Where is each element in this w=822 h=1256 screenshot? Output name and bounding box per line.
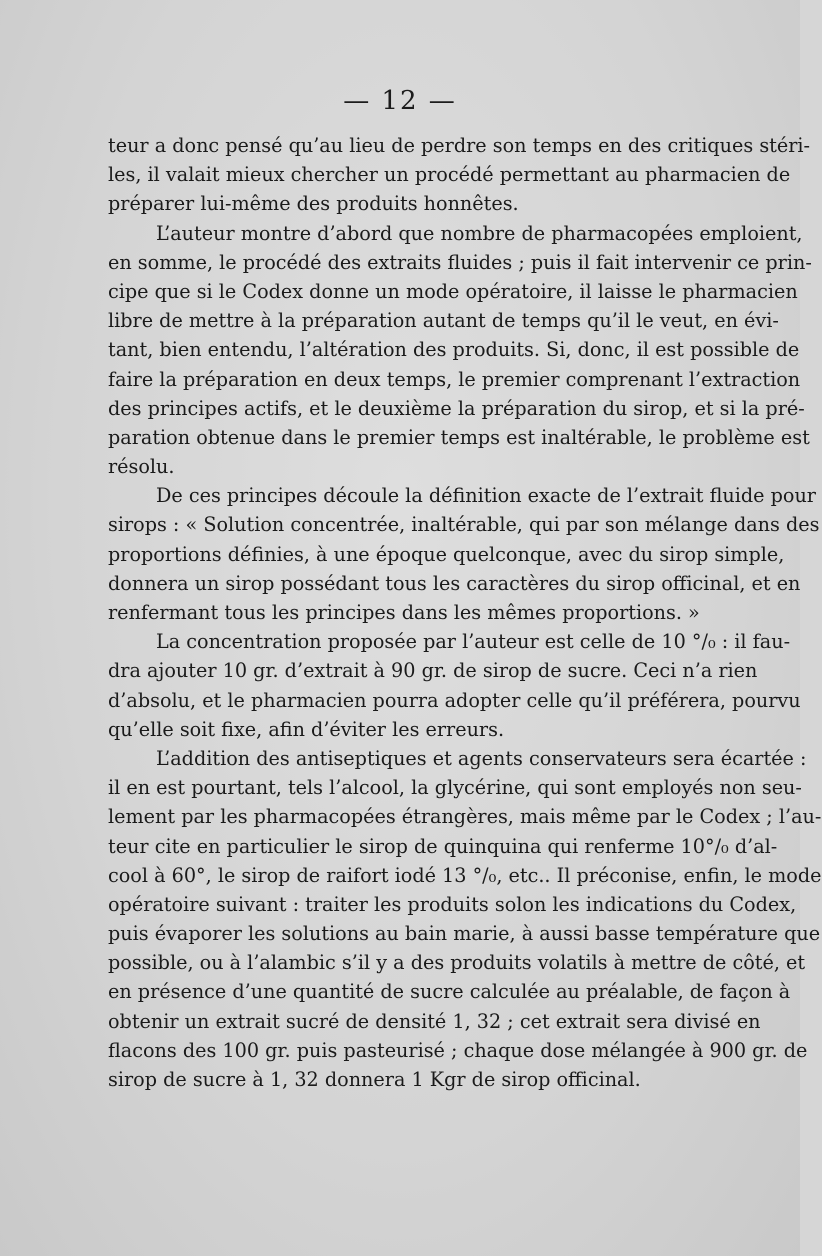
text-line: sirop de sucre à 1, 32 donnera 1 Kgr de sirop officinal.	[108, 1068, 641, 1091]
text-line: La concentration proposée par l’auteur est celle de 10 °/₀ : il fau-	[156, 630, 791, 654]
text-line: opératoire suivant : traiter les produits solon les indications du Codex,	[108, 892, 797, 916]
text-line: possible, ou à l’alambic s’il y a des produits volatils à mettre de côté, et	[108, 951, 806, 975]
text-line: résolu.	[108, 455, 175, 479]
text-line: renfermant tous les principes dans les mêmes proportions. »	[108, 601, 700, 624]
text-line: L’addition des antiseptiques et agents conservateurs sera écartée :	[156, 746, 807, 770]
paragraph-4	[108, 627, 801, 744]
text-line: dra ajouter 10 gr. d’extrait à 90 gr. de sirop de sucre. Ceci n’a rien	[108, 659, 758, 683]
text-line: les, il valait mieux chercher un procédé permettant au pharmacien de	[108, 163, 791, 187]
body-text	[108, 131, 822, 1094]
text-line: teur cite en particulier le sirop de quinquina qui renferme 10°/₀ d’al-	[108, 834, 778, 858]
text-line: préparer lui-même des produits honnêtes.	[108, 192, 519, 216]
text-line: cipe que si le Codex donne un mode opératoire, il laisse le pharmacien	[108, 279, 798, 303]
page-number: — 12 —	[343, 86, 457, 116]
text-line: donnera un sirop possédant tous les caractères du sirop officinal, et en	[108, 571, 801, 595]
text-line: lement par les pharmacopées étrangères, mais même par le Codex ; l’au-	[108, 805, 822, 829]
text-line: teur a donc pensé qu’au lieu de perdre son temps en des critiques stéri-	[108, 134, 811, 157]
text-line: en somme, le procédé des extraits fluides ; puis il fait intervenir ce prin-	[108, 250, 812, 274]
text-line: flacons des 100 gr. puis pasteurisé ; chaque dose mélangée à 900 gr. de	[108, 1038, 808, 1062]
text-line: De ces principes découle la définition exacte de l’extrait fluide pour	[156, 484, 816, 508]
paragraph-3	[108, 481, 820, 627]
text-line: d’absolu, et le pharmacien pourra adopter celle qu’il préférera, pourvu	[108, 688, 801, 712]
text-line: obtenir un extrait sucré de densité 1, 32 ; cet extrait sera divisé en	[108, 1009, 761, 1033]
text-line: libre de mettre à la préparation autant de temps qu’il le veut, en évi-	[108, 309, 779, 333]
text-line: paration obtenue dans le premier temps est inaltérable, le problème est	[108, 425, 810, 449]
text-line: puis évaporer les solutions au bain marie, à aussi basse température que	[108, 922, 821, 946]
text-line: tant, bien entendu, l’altération des produits. Si, donc, il est possible de	[108, 338, 800, 362]
paragraph-2	[108, 219, 812, 482]
text-line: L’auteur montre d’abord que nombre de pharmacopées emploient,	[156, 221, 803, 245]
paragraph-1	[108, 131, 811, 219]
text-line: faire la préparation en deux temps, le premier comprenant l’extraction	[108, 367, 801, 391]
text-line: il en est pourtant, tels l’alcool, la glycérine, qui sont employés non seu-	[108, 776, 802, 800]
text-line: en présence d’une quantité de sucre calculée au préalable, de façon à	[108, 980, 791, 1004]
text-line: sirops : « Solution concentrée, inaltérable, qui par son mélange dans des	[108, 513, 820, 537]
text-line: des principes actifs, et le deuxième la préparation du sirop, et si la pré-	[108, 396, 805, 420]
text-line: cool à 60°, le sirop de raifort iodé 13 °/₀, etc.. Il préconise, enfin, le mode	[108, 863, 822, 887]
text-line: qu’elle soit fixe, afin d’éviter les erreurs.	[108, 717, 505, 741]
text-line: proportions définies, à une époque quelconque, avec du sirop simple,	[108, 542, 785, 566]
paragraph-5	[108, 744, 822, 1094]
